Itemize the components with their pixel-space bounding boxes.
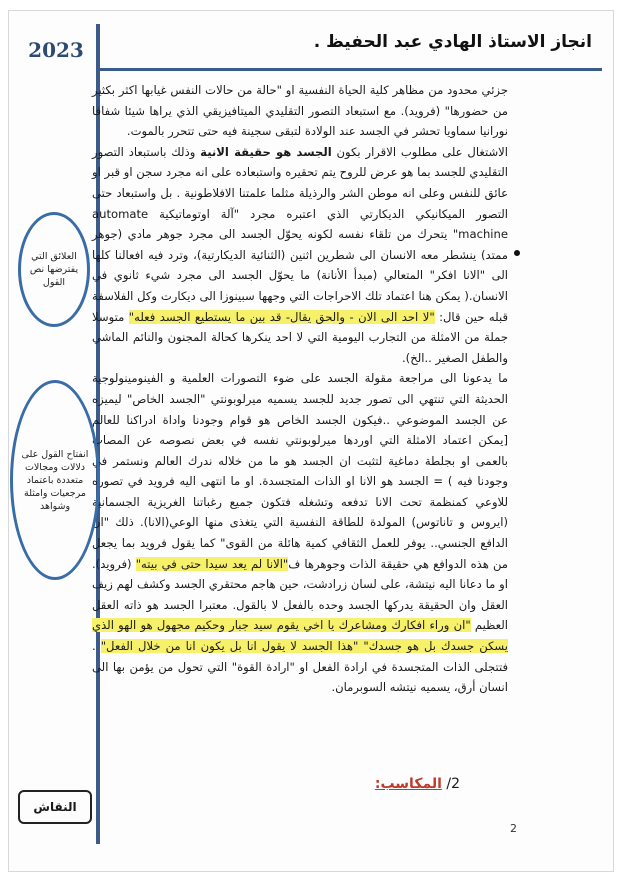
bullet-icon bbox=[514, 250, 520, 256]
paragraph-3-text-c: . فتتجلى الذات المتجسدة في ارادة الفعل او "ارادة القوة" التي تحول من يؤمن بها الى انسان أرق، يسميه نيتشه السوبرمان. bbox=[92, 639, 508, 695]
paragraph-3 bbox=[92, 368, 508, 698]
paragraph-2-text-b: وذلك باستبعاد التصور التقليدي للجسد بما هو عرض للروح يتم تحقيره واستبعاده على انه مجرد سجن او قبر او عائق للنفس وعلى انه موطن الشر والرذيلة مثلما علمتنا الافلاطونية . بل واستبعاد حتى التصور الميكانيكي الديكارتي الذي اعتبره مجرد "آلة اوتوماتيكية automate machine" يتحرك من تلقاء نفسه لكونه يحوّل الجسد الى مجرد جوهر مادي (جوهر ممتد) ينشطر معه الانسان الى شطرين اثنين (الثنائية الديكارتية)، وترد فيه افعالنا كلها الى "الانا افكر" المتعالي (مبدأ الأنانة) ما يحوّل الجسد الى مجرد شيء ثانوي في الانسان.( يمكن هنا اعتماد تلك الاحراجات التي وجهها سبينوزا الى ديكارت وكل الفلاسفة قبله حين قال: bbox=[92, 144, 508, 324]
discussion-box bbox=[18, 790, 92, 824]
paragraph-1: جزئي محدود من مظاهر كلية الحياة النفسية او "حالة من حالات النفس غيابها اكثر بكثير من حضورها" (فرويد). مع استبعاد التصور التقليدي الميتافيزيقي الذي يراها شيئا شفافا نورانيا سماويا تحشر في الجسد عند الولادة لتبقى سجينة فيه حتى تتحرر بالموت. bbox=[92, 83, 508, 139]
section-2-label: المكاسب: bbox=[374, 776, 442, 792]
highlight-freud-quote: "الانا لم يعد سيدا حتى في بيته" bbox=[135, 556, 289, 571]
page-number: 2 bbox=[510, 822, 517, 835]
section-2-number: 2/ bbox=[446, 776, 460, 792]
highlight-nietzsche-quote: "ان وراء افكارك ومشاعرك يا اخي يقوم سيد جبار وحكيم مجهول هو الهو الذي يسكن جسدك بل هو جسدك" "هذا الجسد لا يقول انا بل يكون انا من خلال الفعل" bbox=[92, 618, 508, 654]
year-label: 2023 bbox=[28, 38, 84, 62]
highlight-spinoza-quote: "لا احد الى الان - والحق يقال- قد بين ما يستطيع الجسد فعله" bbox=[128, 309, 435, 324]
paragraph-3-text-a: ما يدعونا الى مراجعة مقولة الجسد على ضوء التصورات العلمية و الفينومينولوجية الحديثة التي تنتهي الى تصور جديد للجسد يسميه ميرلوبونتي "الجسد الخاص" ليميزه عن الجسد الموضوعي ..فيكون الجسد الخاص هو قوام وجودنا واداة ادراكنا للعالم [يمكن اعتماد الامثلة التي اوردها ميرلوبونتي نفسه في بعض نصوصه عن المصاب بالعمى او بجلطة دماغية لتثبت ان الجسد هو ما من خلاله ندرك العالم ونستمر في وجودنا فيه ) = الجسد هو الانا او الذات المتجسدة. او ما انتهى اليه فرويد في تصوره للاوعي كمنظمة تحت الانا تدفعه وتشغله فتكون جميع رغباتنا الغريزية الجسمانية (ايروس و تاناتوس) المولدة للطاقة النفسية التي يتغذى منها الوعي(الانا). ذلك "ان الدافع الجنسي.. يوفر للعمل الثقافي كمية هائلة من القوى" كما يقول فرويد بما يجعل من هذه الدوافع هي حقيقة الذات وجوهرها ف bbox=[92, 371, 508, 571]
page-title: انجاز الاستاذ الهادي عبد الحفيظ . bbox=[313, 32, 592, 52]
discussion-label: النقاش bbox=[33, 800, 77, 814]
paragraph-3-text-b: (فرويد). او ما دعانا اليه نيتشة، على لسان زرادشت، حين هاجم محتقري الجسد وكشف لهم زيف العقل وان الحقيقة يدركها الجسد وحده بالفعل لا بالقول. معتبرا الجسد هو ذاته العقل العظيم bbox=[92, 556, 508, 633]
margin-note-relations-text: العلائق التي يفترضها نص القول bbox=[29, 251, 79, 288]
section-2-heading bbox=[100, 776, 460, 800]
margin-note-openness-text: انفتاح القول على دلالات ومجالات متعددة باعتماد مرجعيات وامثلة وشواهد bbox=[21, 448, 89, 512]
paragraph-2-bold: الجسد هو حقيقة الانية bbox=[200, 144, 332, 159]
margin-note-relations bbox=[18, 212, 90, 327]
document-body bbox=[92, 80, 508, 770]
paragraph-2-text-c: متوسلا جملة من الامثلة من التجارب اليومية التي لا احد ينكرها كحالة المجنون والنائم الماشي والطفل الصغير ..الخ). bbox=[92, 309, 508, 365]
margin-note-openness bbox=[10, 380, 100, 580]
paragraph-2 bbox=[92, 142, 508, 369]
header-divider bbox=[100, 68, 602, 71]
paragraph-2-text-a: الاشتغال على مطلوب الاقرار بكون bbox=[331, 144, 508, 159]
